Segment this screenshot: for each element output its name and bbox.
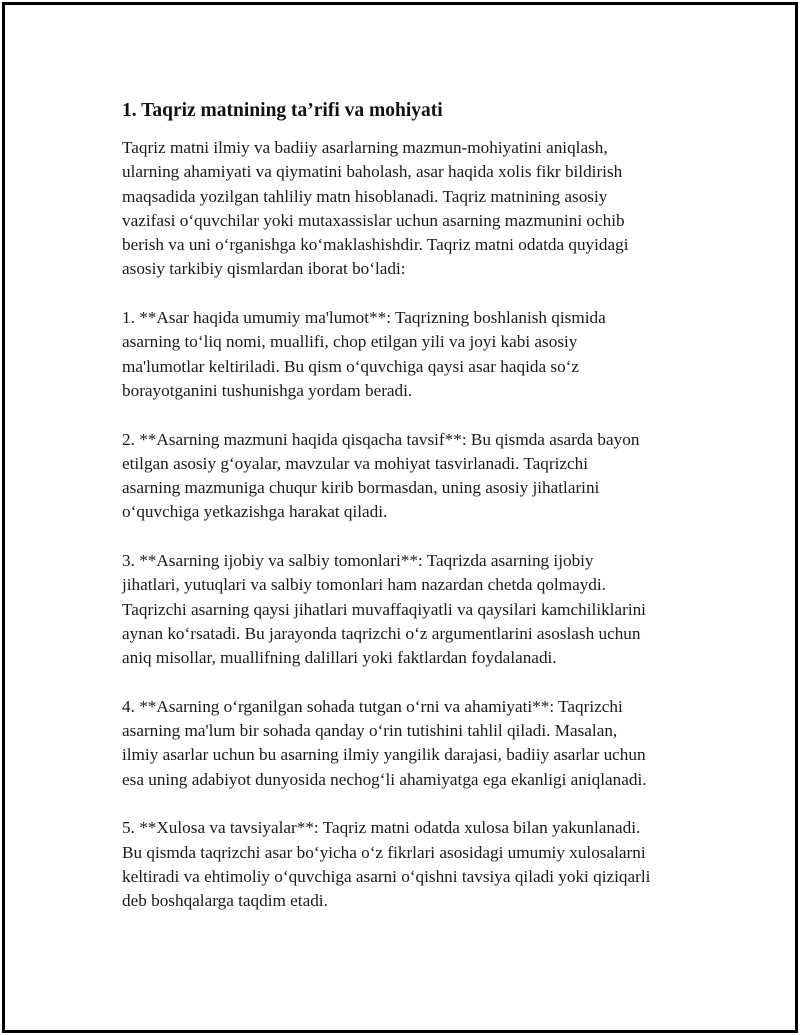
- list-item-conclusion: 5. **Xulosa va tavsiyalar**: Taqriz matni odatda xulosa bilan yakunlanadi. Bu qismda taqrizchi asar bo‘yicha o‘z fikrlari asosidagi umumiy xulosalarni keltiradi va ehtimoliy o‘quvchiga asarni o‘qishni tavsiya qiladi yoki qiziqarli deb boshqalarga taqdim etadi.: [122, 818, 651, 911]
- document-body: [120, 98, 700, 938]
- section-heading: 1. Taqriz matnining ta’rifi va mohiyati: [122, 100, 443, 121]
- intro-paragraph: Taqriz matni ilmiy va badiiy asarlarning mazmun-mohiyatini aniqlash, ularning ahamiyati va qiymatini baholash, asar haqida xolis fikr bildirish maqsadida yozilgan tahliliy matn hisoblanadi. Taqriz matnining asosiy vazifasi o‘quvchilar yoki mutaxassislar uchun asarning mazmunini ochib berish va uni o‘rganishga ko‘maklashishdir. Taqriz matni odatda quyidagi asosiy tarkibiy qismlardan iborat bo‘ladi:: [122, 138, 629, 279]
- list-item-summary: 2. **Asarning mazmuni haqida qisqacha tavsif**: Bu qismda asarda bayon etilgan asosiy g‘oyalar, mavzular va mohiyat tasvirlanadi. Taqrizchi asarning mazmuniga chuqur kirib bormasdan, uning asosiy jihatlarini o‘quvchiga yetkazishga harakat qiladi.: [122, 429, 640, 522]
- list-item-significance: 4. **Asarning o‘rganilgan sohada tutgan o‘rni va ahamiyati**: Taqrizchi asarning ma'lum bir sohada qanday o‘rin tutishini tahlil qiladi. Masalan, ilmiy asarlar uchun bu asarning ilmiy yangilik darajasi, badiiy asarlar uchun esa uning adabiyot dunyosida nechog‘li ahamiyatga ega ekanligi aniqlanadi.: [122, 696, 647, 789]
- page-frame: [2, 2, 798, 1033]
- list-item-pros-cons: 3. **Asarning ijobiy va salbiy tomonlari**: Taqrizda asarning ijobiy jihatlari, yutuqlari va salbiy tomonlari ham nazardan chetda qolmaydi. Taqrizchi asarning qaysi jihatlari muvaffaqiyatli va qaysilari kamchiliklarini aynan ko‘rsatadi. Bu jarayonda taqrizchi o‘z argumentlarini asoslash uchun aniq misollar, muallifning dalillari yoki faktlardan foydalanadi.: [122, 551, 646, 668]
- list-item-general-info: 1. **Asar haqida umumiy ma'lumot**: Taqrizning boshlanish qismida asarning to‘liq nomi, muallifi, chop etilgan yili va joyi kabi asosiy ma'lumotlar keltiriladi. Bu qism o‘quvchiga qaysi asar haqida so‘z borayotganini tushunishga yordam beradi.: [122, 308, 606, 400]
